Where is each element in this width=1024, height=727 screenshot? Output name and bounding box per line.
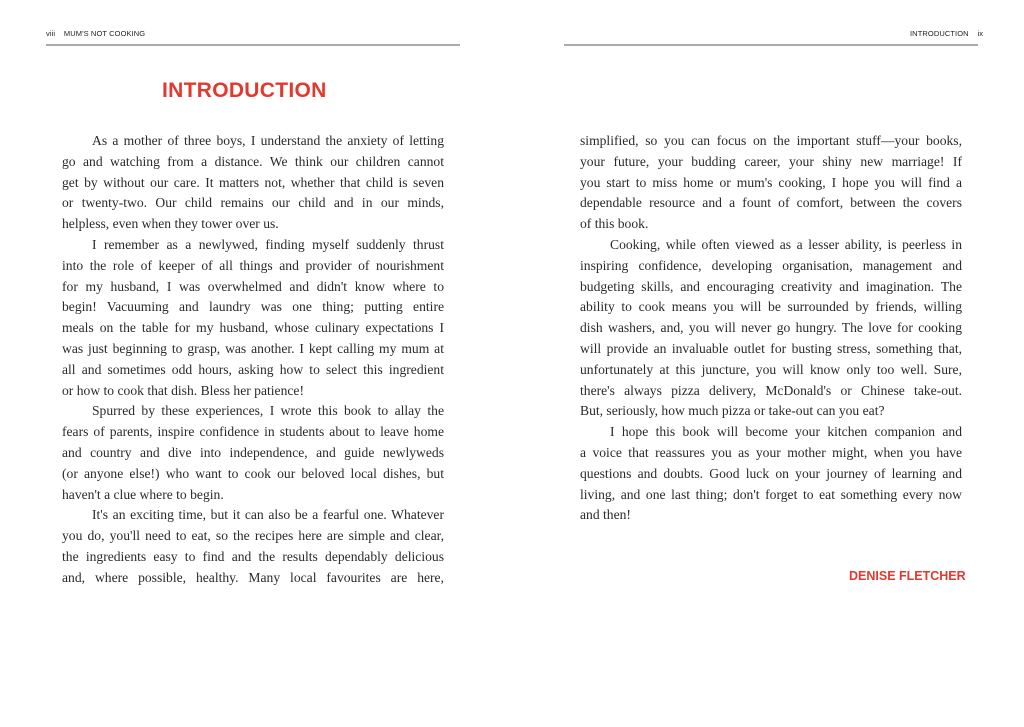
text-line: and country and dive into independence, and guide newlyweds (62, 444, 444, 460)
right-body-text (580, 131, 962, 526)
text-line: It's an exciting time, but it can also be a fearful one. Whatever (92, 507, 444, 523)
left-running-head (46, 29, 145, 38)
header-rule (564, 44, 978, 46)
text-line: dependable resource and a fount of comfort, between the covers (580, 195, 962, 211)
text-line: for my husband, I was overwhelmed and didn't know where to (62, 278, 444, 294)
text-line: and, where possible, healthy. Many local favourites are here, (62, 569, 444, 585)
text-line: ability to cook means you will be surrounded by friends, willing (580, 299, 962, 315)
text-line: or twenty-two. Our child remains our child and in our minds, (62, 195, 444, 211)
header-rule (46, 44, 460, 46)
text-line: unfortunately at this juncture, you will know only too well. Sure, (580, 361, 962, 377)
left-body-text (62, 131, 444, 589)
text-line: I hope this book will become your kitchen companion and (610, 424, 962, 440)
text-line: living, and one last thing; don't forget to eat something every now (580, 486, 962, 502)
text-line: haven't a clue where to begin. (62, 486, 224, 502)
text-line: get by without our care. It matters not, whether that child is seven (62, 174, 444, 190)
right-page-number: ix (977, 29, 984, 38)
left-page-number: viii (46, 29, 56, 38)
text-line: (or anyone else!) who want to cook our beloved local dishes, but (62, 465, 444, 481)
text-line: was just beginning to grasp, was another. I kept calling my mum at (62, 340, 444, 356)
author-signature: DENISE FLETCHER (849, 569, 966, 583)
text-line: of this book. (580, 216, 649, 232)
book-title: MUM'S NOT COOKING (63, 29, 146, 38)
text-line: all and sometimes odd hours, asking how to select this ingredient (62, 361, 444, 377)
text-line: I remember as a newlywed, finding myself suddenly thrust (92, 236, 444, 252)
text-line: questions and doubts. Good luck on your journey of learning and (580, 465, 962, 481)
text-line: fears of parents, inspire confidence in students about to leave home (62, 424, 444, 440)
text-line: But, seriously, how much pizza or take-out can you eat? (580, 403, 885, 419)
right-running-head (910, 29, 983, 38)
text-line: Cooking, while often viewed as a lesser ability, is peerless in (610, 236, 962, 252)
text-line: simplified, so you can focus on the important stuff—your books, (580, 133, 962, 148)
text-line: your future, your budding career, your shiny new marriage! If (580, 153, 962, 169)
text-line: Spurred by these experiences, I wrote this book to allay the (92, 403, 444, 419)
text-line: will provide an invaluable outlet for busting stress, something that, (580, 340, 962, 356)
text-line: you do, you'll need to eat, so the recipes here are simple and clear, (62, 528, 444, 544)
chapter-name: INTRODUCTION (910, 29, 969, 38)
text-line: meals on the table for my husband, whose culinary expectations I (62, 320, 444, 336)
text-line: or how to cook that dish. Bless her patience! (62, 382, 304, 398)
text-line: budgeting skills, and encouraging creativity and imagination. The (580, 278, 962, 294)
text-line: and then! (580, 507, 631, 523)
text-line: the ingredients easy to find and the results dependably delicious (62, 548, 444, 564)
text-line: go and watching from a distance. We think our children cannot (62, 153, 444, 169)
text-line: there's always pizza delivery, McDonald's or Chinese take-out. (580, 382, 962, 398)
chapter-title: INTRODUCTION (162, 79, 327, 102)
text-line: a voice that reassures you as your mother might, when you have (580, 444, 962, 460)
text-line: dish washers, and, you will never go hungry. The love for cooking (580, 320, 962, 336)
text-line: begin! Vacuuming and laundry was one thing; putting entire (62, 299, 444, 315)
text-line: inspiring confidence, developing organisation, management and (580, 257, 962, 273)
text-line: into the role of keeper of all things and provider of nourishment (62, 257, 444, 273)
text-line: you start to miss home or mum's cooking, I hope you will find a (580, 174, 962, 190)
text-line: As a mother of three boys, I understand the anxiety of letting (92, 133, 444, 148)
text-line: helpless, even when they tower over us. (62, 216, 279, 232)
